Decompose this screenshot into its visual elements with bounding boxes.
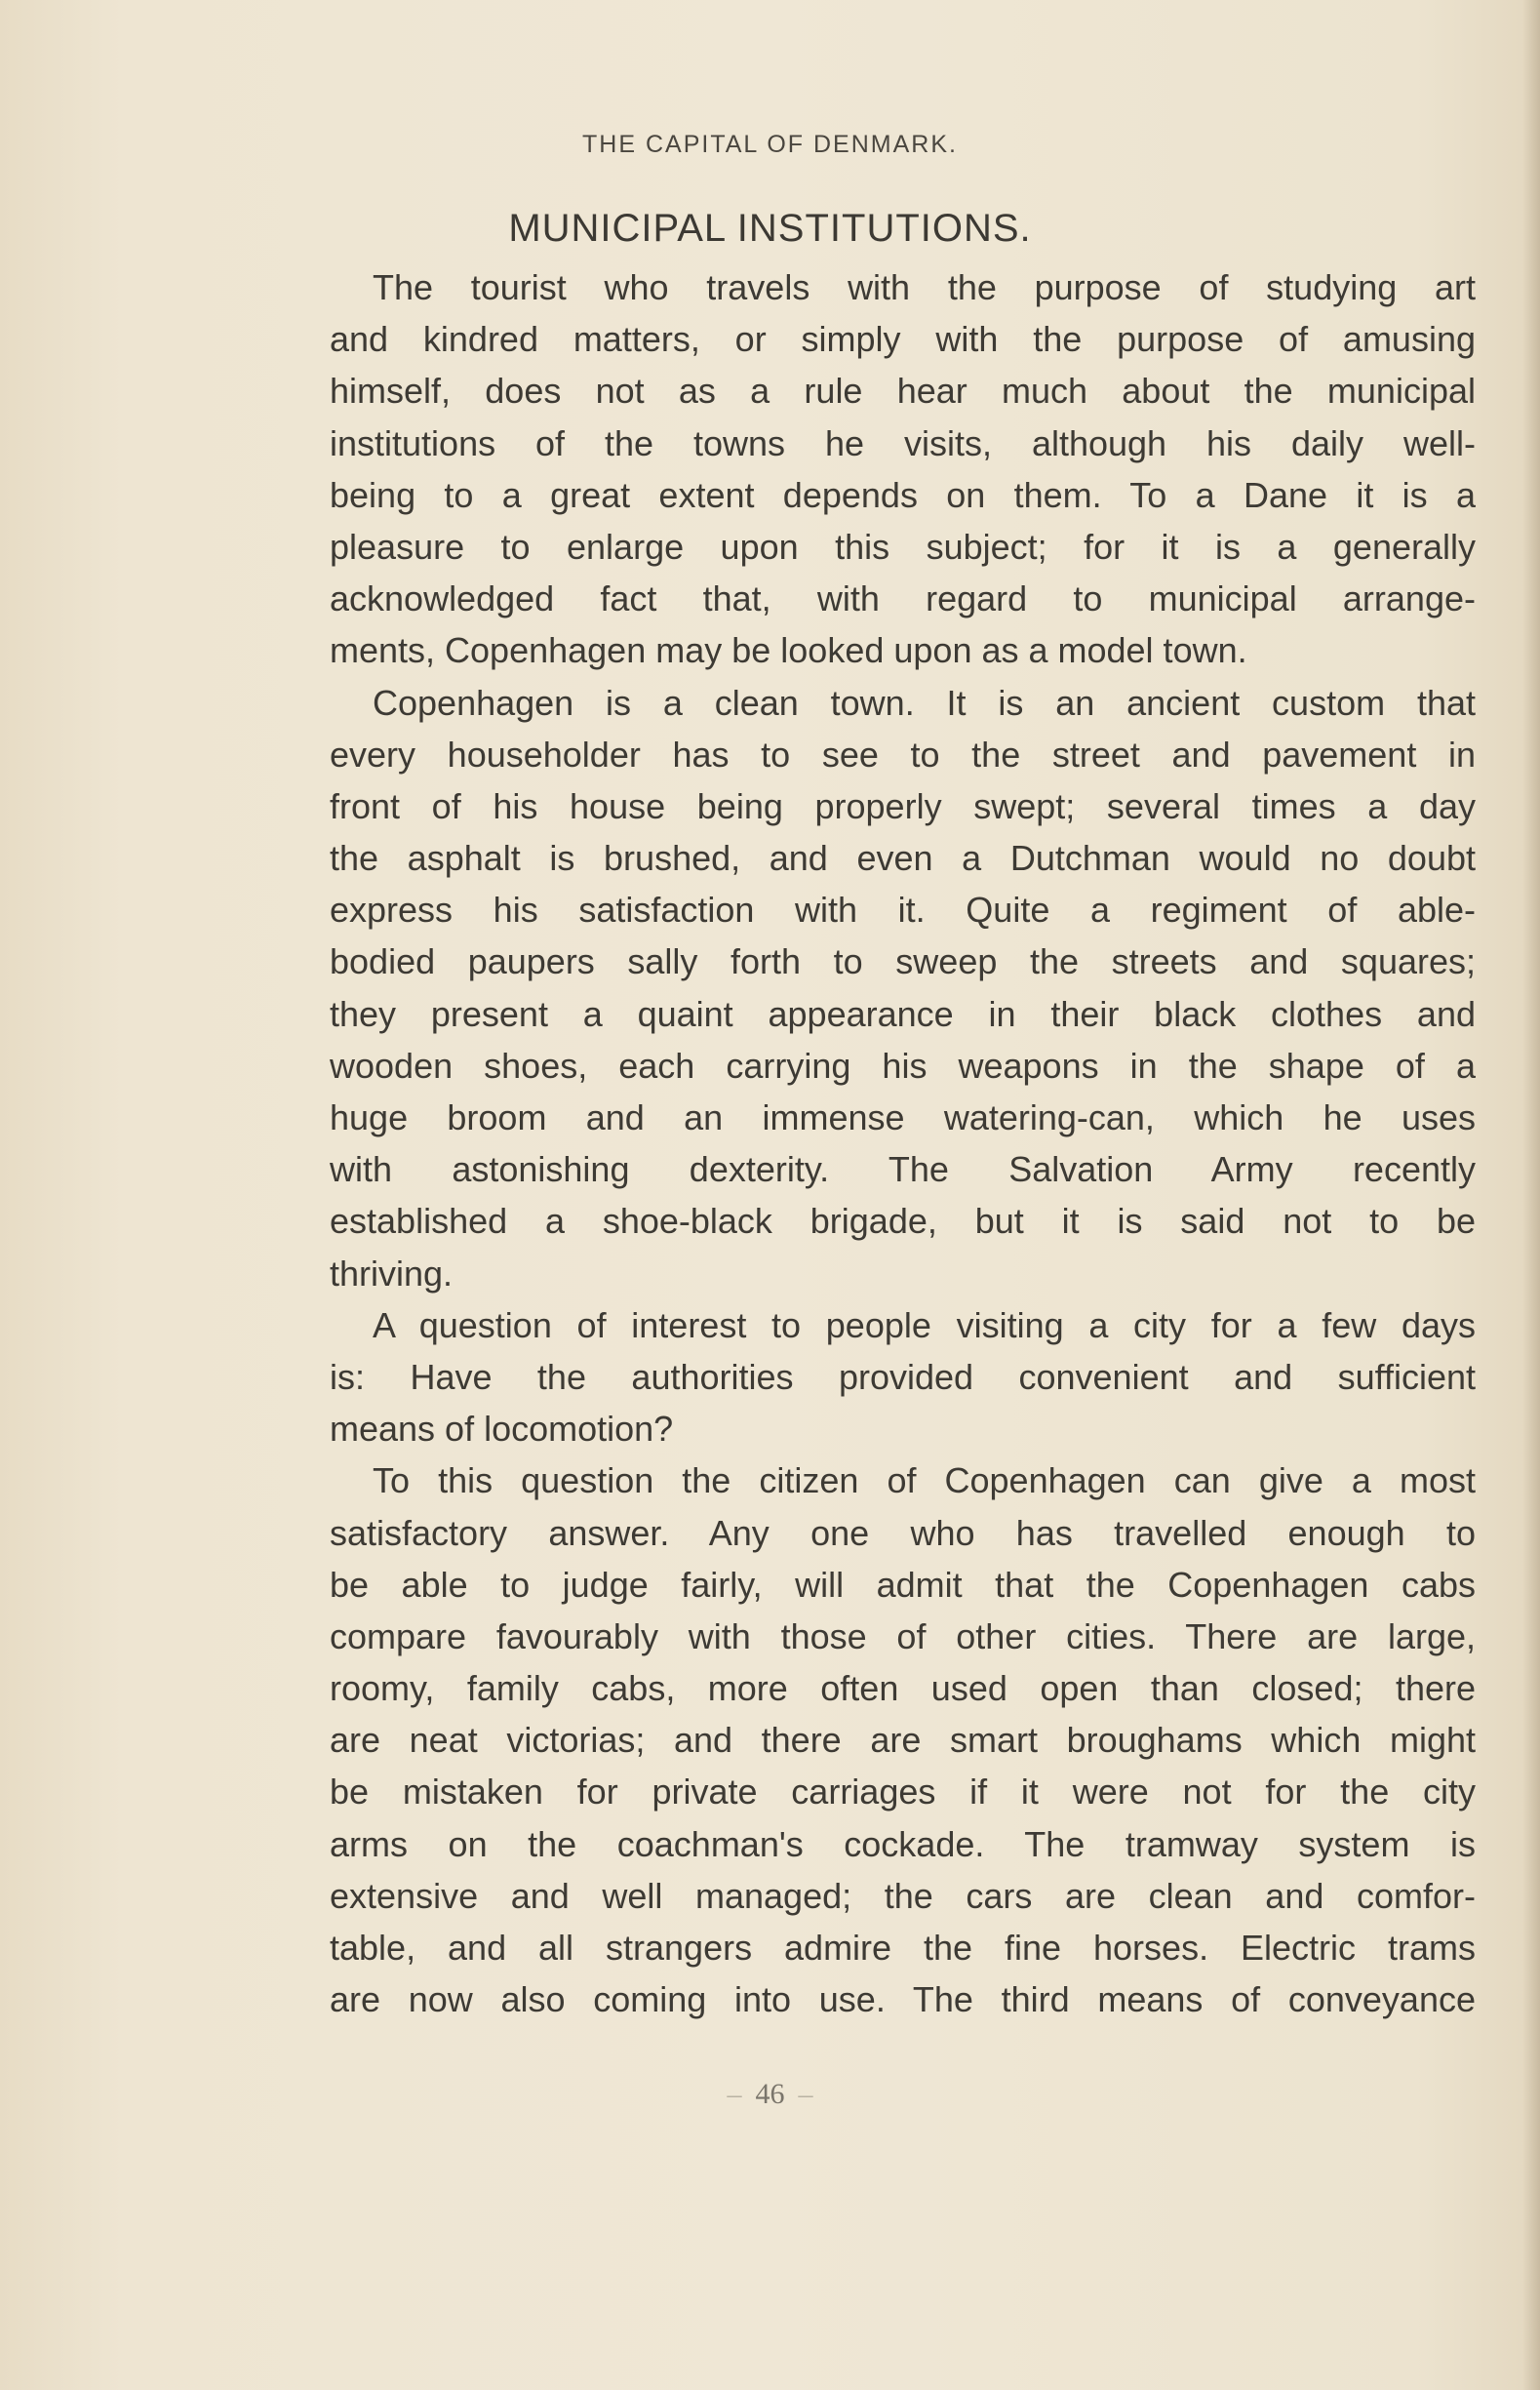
text-line: are now also coming into use. The third means of conveyance bbox=[330, 1979, 1476, 2020]
text-line: compare favourably with those of other cities. There are large, bbox=[330, 1615, 1476, 1656]
text-line: roomy, family cabs, more often used open than closed; there bbox=[330, 1668, 1476, 1709]
page-edge-shadow bbox=[1522, 0, 1540, 2390]
paragraph bbox=[330, 261, 1476, 677]
paragraph bbox=[330, 677, 1476, 1299]
text-line: they present a quaint appearance in their black clothes and bbox=[330, 993, 1476, 1034]
text-line: institutions of the towns he visits, although his daily well- bbox=[330, 422, 1476, 463]
page-number bbox=[0, 2078, 1540, 2111]
paragraph bbox=[330, 1299, 1476, 1455]
running-head: THE CAPITAL OF DENMARK. bbox=[582, 131, 958, 158]
text-line: and kindred matters, or simply with the purpose of amusing bbox=[330, 319, 1476, 360]
text-line: ments, Copenhagen may be looked upon as a model town. bbox=[330, 630, 1247, 671]
text-line: established a shoe-black brigade, but it is said not to be bbox=[330, 1201, 1476, 1242]
text-line: wooden shoes, each carrying his weapons in the shape of a bbox=[330, 1045, 1476, 1086]
text-line: The tourist who travels with the purpose of studying art bbox=[373, 267, 1476, 307]
text-line: pleasure to enlarge upon this subject; for it is a generally bbox=[330, 526, 1476, 567]
text-line: with astonishing dexterity. The Salvation Army recently bbox=[330, 1149, 1476, 1190]
text-line: table, and all strangers admire the fine horses. Electric trams bbox=[330, 1928, 1476, 1968]
text-line: arms on the coachman's cockade. The tramway system is bbox=[330, 1823, 1476, 1864]
paragraph bbox=[330, 1454, 1476, 2025]
text-line: the asphalt is brushed, and even a Dutchman would no doubt bbox=[330, 838, 1476, 879]
text-line: acknowledged fact that, with regard to municipal arrange- bbox=[330, 578, 1476, 619]
section-title: MUNICIPAL INSTITUTIONS. bbox=[508, 207, 1032, 250]
page-number-value: 46 bbox=[755, 2078, 785, 2110]
text-line: bodied paupers sally forth to sweep the streets and squares; bbox=[330, 941, 1476, 982]
text-line: Copenhagen is a clean town. It is an ancient custom that bbox=[373, 682, 1476, 723]
text-line: being to a great extent depends on them. To a Dane it is a bbox=[330, 474, 1476, 515]
text-line: every householder has to see to the street and pavement in bbox=[330, 734, 1476, 775]
folio-dash: – bbox=[798, 2078, 813, 2110]
text-line: thriving. bbox=[330, 1253, 454, 1294]
text-line: A question of interest to people visiting a city for a few days bbox=[373, 1304, 1476, 1345]
text-line: satisfactory answer. Any one who has travelled enough to bbox=[330, 1512, 1476, 1553]
text-line: express his satisfaction with it. Quite a regiment of able- bbox=[330, 890, 1476, 931]
text-line: extensive and well managed; the cars are clean and comfor- bbox=[330, 1875, 1476, 1916]
text-line: To this question the citizen of Copenhagen can give a most bbox=[373, 1460, 1476, 1501]
text-line: front of his house being properly swept; several times a day bbox=[330, 785, 1476, 826]
text-line: be mistaken for private carriages if it were not for the city bbox=[330, 1772, 1476, 1812]
text-line: huge broom and an immense watering-can, which he uses bbox=[330, 1097, 1476, 1137]
text-line: are neat victorias; and there are smart broughams which might bbox=[330, 1720, 1476, 1761]
folio-dash: – bbox=[727, 2078, 742, 2110]
text-line: means of locomotion? bbox=[330, 1409, 674, 1450]
text-line: is: Have the authorities provided convenient and sufficient bbox=[330, 1356, 1476, 1397]
text-line: himself, does not as a rule hear much about the municipal bbox=[330, 371, 1476, 412]
body-text bbox=[330, 261, 1476, 2025]
text-line: be able to judge fairly, will admit that the Copenhagen cabs bbox=[330, 1564, 1476, 1605]
